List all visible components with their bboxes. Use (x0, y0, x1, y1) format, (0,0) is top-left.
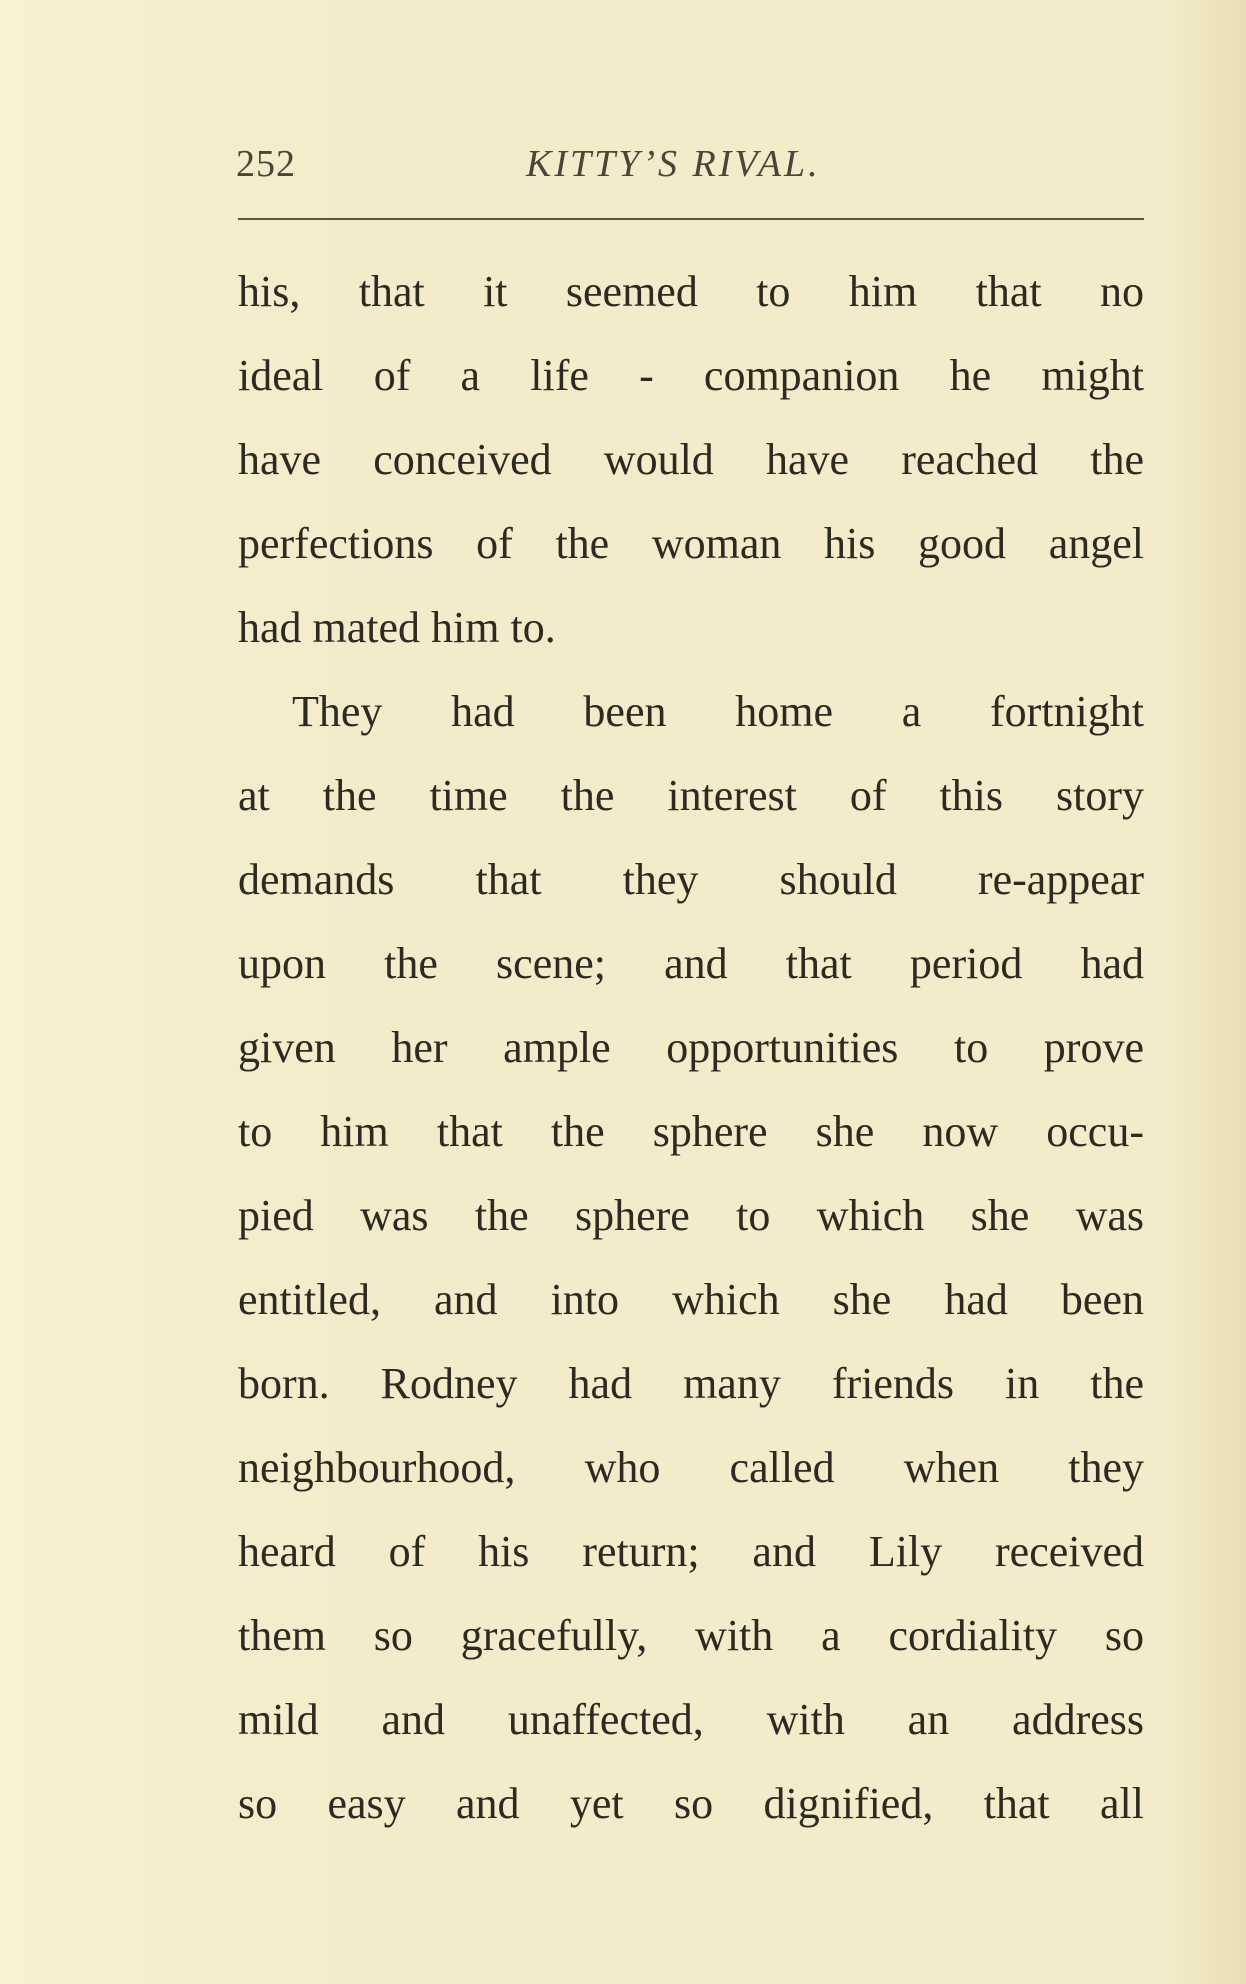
text-line: heard of his return; and Lily received (238, 1527, 1144, 1576)
text-line: entitled, and into which she had been (238, 1275, 1144, 1324)
page-number: 252 (236, 143, 296, 185)
text-line: to him that the sphere she now occu- (238, 1107, 1144, 1156)
text-line: have conceived would have reached the (238, 435, 1144, 484)
text-line: so easy and yet so dignified, that all (238, 1779, 1144, 1828)
body-text (238, 250, 1144, 1846)
running-head (236, 142, 1144, 192)
text-line: ideal of a life - companion he might (238, 351, 1144, 400)
text-line: demands that they should re-appear (238, 855, 1144, 904)
text-line: at the time the interest of this story (238, 771, 1144, 820)
text-line: pied was the sphere to which she was (238, 1191, 1144, 1240)
text-line: born. Rodney had many friends in the (238, 1359, 1144, 1408)
text-line: given her ample opportunities to prove (238, 1023, 1144, 1072)
text-line: They had been home a fortnight (292, 687, 1144, 736)
text-line: mild and unaffected, with an address (238, 1695, 1144, 1744)
text-line: had mated him to. (238, 603, 556, 652)
text-line: perfections of the woman his good angel (238, 519, 1144, 568)
text-line: them so gracefully, with a cordiality so (238, 1611, 1144, 1660)
text-line: neighbourhood, who called when they (238, 1443, 1144, 1492)
header-rule (238, 218, 1144, 220)
text-line: his, that it seemed to him that no (238, 267, 1144, 316)
text-line: upon the scene; and that period had (238, 939, 1144, 988)
running-title: KITTY’S RIVAL. (526, 143, 821, 185)
